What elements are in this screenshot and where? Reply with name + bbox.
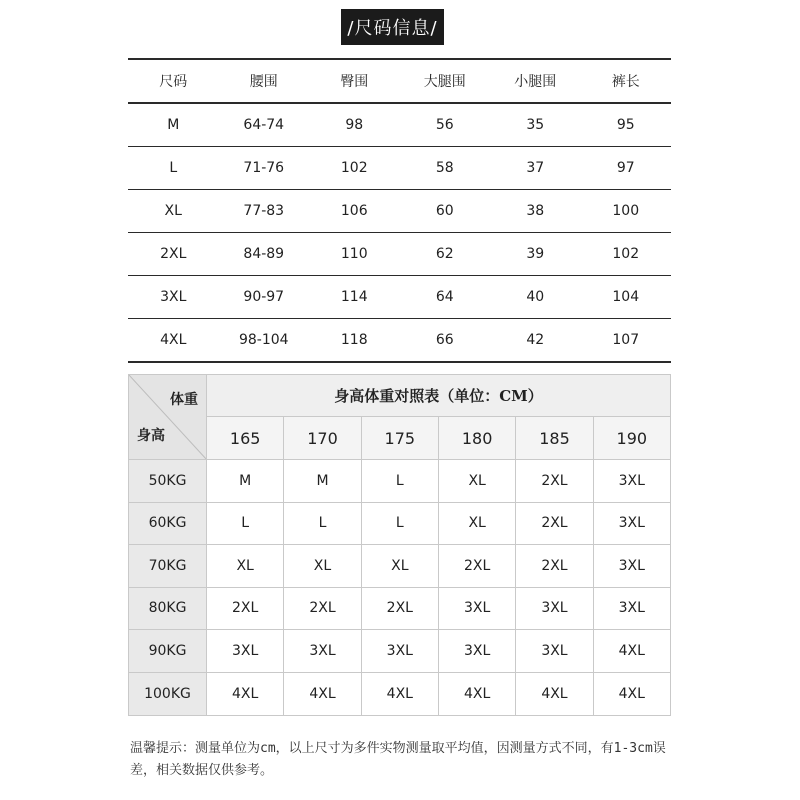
size-header-cell: 腰围	[219, 59, 310, 103]
height-header-cell: 175	[361, 417, 438, 459]
height-header-cell: 180	[438, 417, 515, 459]
size-cell: 77-83	[219, 190, 310, 233]
size-cell: 84-89	[219, 233, 310, 276]
page-title: /尺码信息/	[341, 9, 444, 45]
size-cell: 106	[309, 190, 400, 233]
size-header-cell: 裤长	[581, 59, 672, 103]
weight-row	[129, 588, 670, 631]
size-row	[128, 276, 671, 319]
size-cell: 40	[490, 276, 581, 319]
size-recommendation-cell: 3XL	[515, 588, 592, 630]
size-recommendation-cell: XL	[283, 545, 360, 587]
size-cell: 100	[581, 190, 672, 233]
size-cell: 104	[581, 276, 672, 319]
size-recommendation-cell: 3XL	[593, 503, 670, 545]
size-cell: 110	[309, 233, 400, 276]
size-cell: 102	[581, 233, 672, 276]
height-weight-title: 身高体重对照表（单位：CM）	[207, 375, 670, 417]
height-header-cell: 190	[593, 417, 670, 459]
size-row	[128, 190, 671, 233]
size-recommendation-cell: 4XL	[515, 673, 592, 716]
size-cell: 71-76	[219, 147, 310, 190]
weight-row	[129, 673, 670, 716]
size-recommendation-cell: L	[283, 503, 360, 545]
weight-label: 80KG	[129, 588, 207, 630]
size-header-cell: 大腿围	[400, 59, 491, 103]
table-corner-header	[129, 375, 207, 460]
diagonal-divider	[129, 375, 207, 460]
notice-text: 温馨提示：测量单位为cm，以上尺寸为多件实物测量取平均值，因测量方式不同，有1-3cm误差，相关数据仅供参考。	[130, 741, 666, 778]
size-recommendation-cell: 3XL	[593, 460, 670, 502]
weight-row	[129, 545, 670, 588]
size-recommendation-cell: XL	[438, 503, 515, 545]
size-recommendation-cell: 3XL	[593, 545, 670, 587]
size-recommendation-cell: 4XL	[438, 673, 515, 716]
size-recommendation-cell: L	[361, 460, 438, 502]
size-recommendation-cell: 2XL	[438, 545, 515, 587]
size-cell: 56	[400, 103, 491, 147]
size-cell: 114	[309, 276, 400, 319]
size-cell: 107	[581, 319, 672, 363]
size-recommendation-cell: 2XL	[515, 503, 592, 545]
size-recommendation-cell: 4XL	[232, 685, 259, 702]
size-cell: 39	[490, 233, 581, 276]
size-cell: 97	[581, 147, 672, 190]
size-cell: 102	[309, 147, 400, 190]
size-cell: 64-74	[219, 103, 310, 147]
size-row	[128, 147, 671, 190]
weight-label: 90KG	[129, 630, 207, 672]
size-cell: 62	[400, 233, 491, 276]
size-cell: 64	[400, 276, 491, 319]
size-cell: 98	[309, 103, 400, 147]
height-weight-table	[128, 374, 671, 716]
weight-row	[129, 630, 670, 673]
size-header-row	[128, 59, 671, 103]
size-recommendation-cell: 4XL	[593, 673, 670, 716]
size-recommendation-cell: 4XL	[283, 673, 360, 716]
size-table	[128, 58, 671, 363]
size-recommendation-cell: 2XL	[361, 588, 438, 630]
size-recommendation-cell: 4XL	[361, 673, 438, 716]
weight-label: 60KG	[129, 503, 207, 545]
height-axis-label: 身高	[137, 428, 165, 444]
weight-axis-label: 体重	[170, 392, 198, 408]
size-recommendation-cell: 3XL	[361, 630, 438, 672]
size-row	[128, 319, 671, 363]
size-recommendation-cell: 2XL	[515, 545, 592, 587]
size-row	[128, 233, 671, 276]
size-header-cell: 小腿围	[490, 59, 581, 103]
size-cell: 90-97	[219, 276, 310, 319]
size-cell: 42	[490, 319, 581, 363]
size-recommendation-cell: 2XL	[283, 588, 360, 630]
size-recommendation-cell: 3XL	[438, 630, 515, 672]
size-cell: XL	[128, 190, 219, 233]
size-cell: 4XL	[128, 319, 219, 363]
size-recommendation-cell: 3XL	[438, 588, 515, 630]
size-cell: 66	[400, 319, 491, 363]
size-cell: L	[128, 147, 219, 190]
size-recommendation-cell: 3XL	[593, 588, 670, 630]
size-recommendation-cell: L	[241, 515, 250, 532]
size-cell: 38	[490, 190, 581, 233]
size-cell: 37	[490, 147, 581, 190]
size-recommendation-cell: XL	[438, 460, 515, 502]
height-header-cell: 170	[283, 417, 360, 459]
size-recommendation-cell: 4XL	[593, 630, 670, 672]
weight-row	[129, 460, 670, 503]
size-recommendation-cell: M	[239, 472, 252, 489]
size-recommendation-cell: 3XL	[515, 630, 592, 672]
size-recommendation-cell: L	[361, 503, 438, 545]
size-recommendation-cell: XL	[236, 557, 254, 574]
size-recommendation-cell: XL	[361, 545, 438, 587]
size-recommendation-cell: M	[283, 460, 360, 502]
size-recommendation-cell: 3XL	[232, 642, 259, 659]
size-cell: 95	[581, 103, 672, 147]
size-cell: M	[128, 103, 219, 147]
size-header-cell: 臀围	[309, 59, 400, 103]
weight-label: 70KG	[129, 545, 207, 587]
size-cell: 2XL	[128, 233, 219, 276]
size-cell: 35	[490, 103, 581, 147]
weight-label: 50KG	[129, 460, 207, 502]
size-recommendation-cell: 2XL	[232, 600, 259, 617]
size-cell: 98-104	[219, 319, 310, 363]
size-recommendation-cell: 2XL	[515, 460, 592, 502]
size-cell: 60	[400, 190, 491, 233]
height-header-cell: 185	[515, 417, 592, 459]
weight-row	[129, 503, 670, 546]
weight-label: 100KG	[129, 673, 207, 716]
size-header-cell: 尺码	[128, 59, 219, 103]
size-recommendation-cell: 3XL	[283, 630, 360, 672]
size-cell: 58	[400, 147, 491, 190]
height-header-cell: 165	[229, 428, 261, 448]
size-cell: 118	[309, 319, 400, 363]
size-cell: 3XL	[128, 276, 219, 319]
weight-rows	[129, 460, 670, 715]
height-header-row	[207, 417, 670, 460]
size-row	[128, 103, 671, 147]
